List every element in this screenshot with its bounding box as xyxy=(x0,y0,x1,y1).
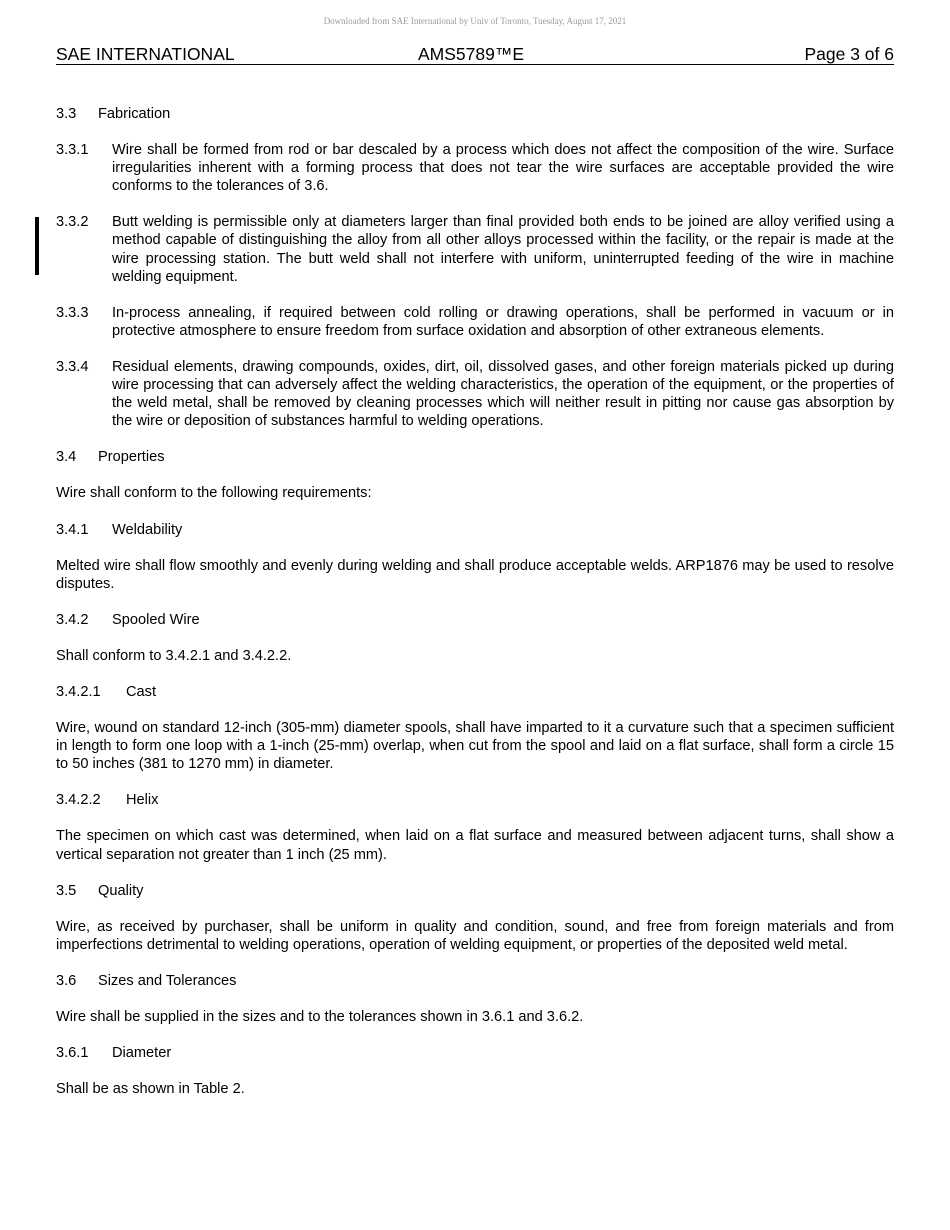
clause-3-3-2 xyxy=(56,213,894,285)
section-heading-3-4-1 xyxy=(56,521,894,539)
section-heading-3-4-2-2 xyxy=(56,791,894,809)
clause-3-3-3 xyxy=(56,304,894,340)
section-heading-3-6-1 xyxy=(56,1044,894,1062)
section-heading-3-6 xyxy=(56,972,894,990)
section-text-3-4-2-1: Wire, wound on standard 12-inch (305-mm) diameter spools, shall have imparted to it a curvature such that a specimen sufficient in length to form one loop with a 1-inch (25-mm) overlap, when cut from the spool and laid on a flat surface, shall form a circle 15 to 50 inches (381 to 1270 mm) in diameter. xyxy=(56,720,894,773)
header-page-number: Page 3 of 6 xyxy=(804,44,894,64)
section-text-3-5: Wire, as received by purchaser, shall be uniform in quality and condition, sound, and free from foreign materials and from imperfections detrimental to welding operations, operation of welding equipment, or properties of the deposited weld metal. xyxy=(56,918,894,953)
section-heading-3-5 xyxy=(56,882,894,900)
section-text-3-6-1: Shall be as shown in Table 2. xyxy=(56,1081,245,1098)
clause-number: 3.3.1 xyxy=(56,142,89,159)
clause-3-3-4 xyxy=(56,358,894,430)
section-number: 3.3 xyxy=(56,106,77,122)
section-title: Diameter xyxy=(112,1045,172,1062)
section-number: 3.4.1 xyxy=(56,521,89,538)
section-number: 3.4.2.1 xyxy=(56,683,101,700)
section-title: Fabrication xyxy=(98,106,171,122)
document-body xyxy=(56,105,894,1116)
section-title: Quality xyxy=(98,882,144,899)
header-document-number: AMS5789™E xyxy=(418,44,525,64)
section-heading-3-3 xyxy=(56,105,894,123)
section-number: 3.4.2.2 xyxy=(56,792,101,809)
clause-text: Wire shall be formed from rod or bar descaled by a process which does not affect the composition of the wire. Surface irregularities inherent with a forming process that does not tear the wire surfaces are acceptable provided the wire conforms to the tolerances of 3.6. xyxy=(112,142,894,195)
section-title: Sizes and Tolerances xyxy=(98,972,237,989)
revision-change-bar xyxy=(35,217,39,275)
section-title: Helix xyxy=(126,792,159,809)
clause-text: In-process annealing, if required between cold rolling or drawing operations, shall be performed in vacuum or in protective atmosphere to ensure freedom from surface oxidation and absorption of other extraneous elements. xyxy=(112,304,894,339)
section-number: 3.6.1 xyxy=(56,1045,89,1062)
section-text-3-4-2: Shall conform to 3.4.2.1 and 3.4.2.2. xyxy=(56,647,292,664)
section-text-3-4-1: Melted wire shall flow smoothly and evenly during welding and shall produce acceptable welds. ARP1876 may be used to resolve disputes. xyxy=(56,557,894,592)
header-organization: SAE INTERNATIONAL xyxy=(56,44,235,64)
clause-text: Residual elements, drawing compounds, oxides, dirt, oil, dissolved gases, and other foreign materials picked up during wire processing that can adversely affect the welding characteristics, the operation of the equipment, or the properties of the weld metal, shall be removed by cleaning processes which will neither result in pitting nor cause gas absorption by the wire or deposition of substances harmful to welding operations. xyxy=(112,358,894,430)
section-heading-3-4-2-1 xyxy=(56,683,894,701)
clause-text: Butt welding is permissible only at diameters larger than final provided both ends to be joined are alloy verified using a method capable of distinguishing the alloy from all other alloys processed within the facility, or the repair is made at the wire processing station. The butt weld shall not interfere with uniform, uninterrupted feeding of the wire in machine welding equipment. xyxy=(112,214,894,285)
clause-number: 3.3.3 xyxy=(56,304,89,321)
section-title: Weldability xyxy=(112,521,183,538)
section-title: Properties xyxy=(98,449,165,466)
section-text-3-4: Wire shall conform to the following requirements: xyxy=(56,485,372,502)
download-watermark: Downloaded from SAE International by Univ of Toronto, Tuesday, August 17, 2021 xyxy=(323,16,627,26)
section-title: Spooled Wire xyxy=(112,611,200,628)
section-text-3-6: Wire shall be supplied in the sizes and to the tolerances shown in 3.6.1 and 3.6.2. xyxy=(56,1009,584,1025)
clause-3-3-1 xyxy=(56,141,894,195)
section-heading-3-4-2 xyxy=(56,611,894,629)
clause-number: 3.3.4 xyxy=(56,358,89,375)
page-header xyxy=(56,44,894,65)
section-text-3-4-2-2: The specimen on which cast was determined, when laid on a flat surface and measured between adjacent turns, shall show a vertical separation not greater than 1 inch (25 mm). xyxy=(56,828,894,863)
section-number: 3.4 xyxy=(56,449,77,466)
section-number: 3.5 xyxy=(56,882,77,899)
section-title: Cast xyxy=(126,683,157,700)
section-heading-3-4 xyxy=(56,448,894,466)
section-number: 3.4.2 xyxy=(56,611,89,628)
clause-number: 3.3.2 xyxy=(56,214,89,231)
section-number: 3.6 xyxy=(56,972,77,989)
